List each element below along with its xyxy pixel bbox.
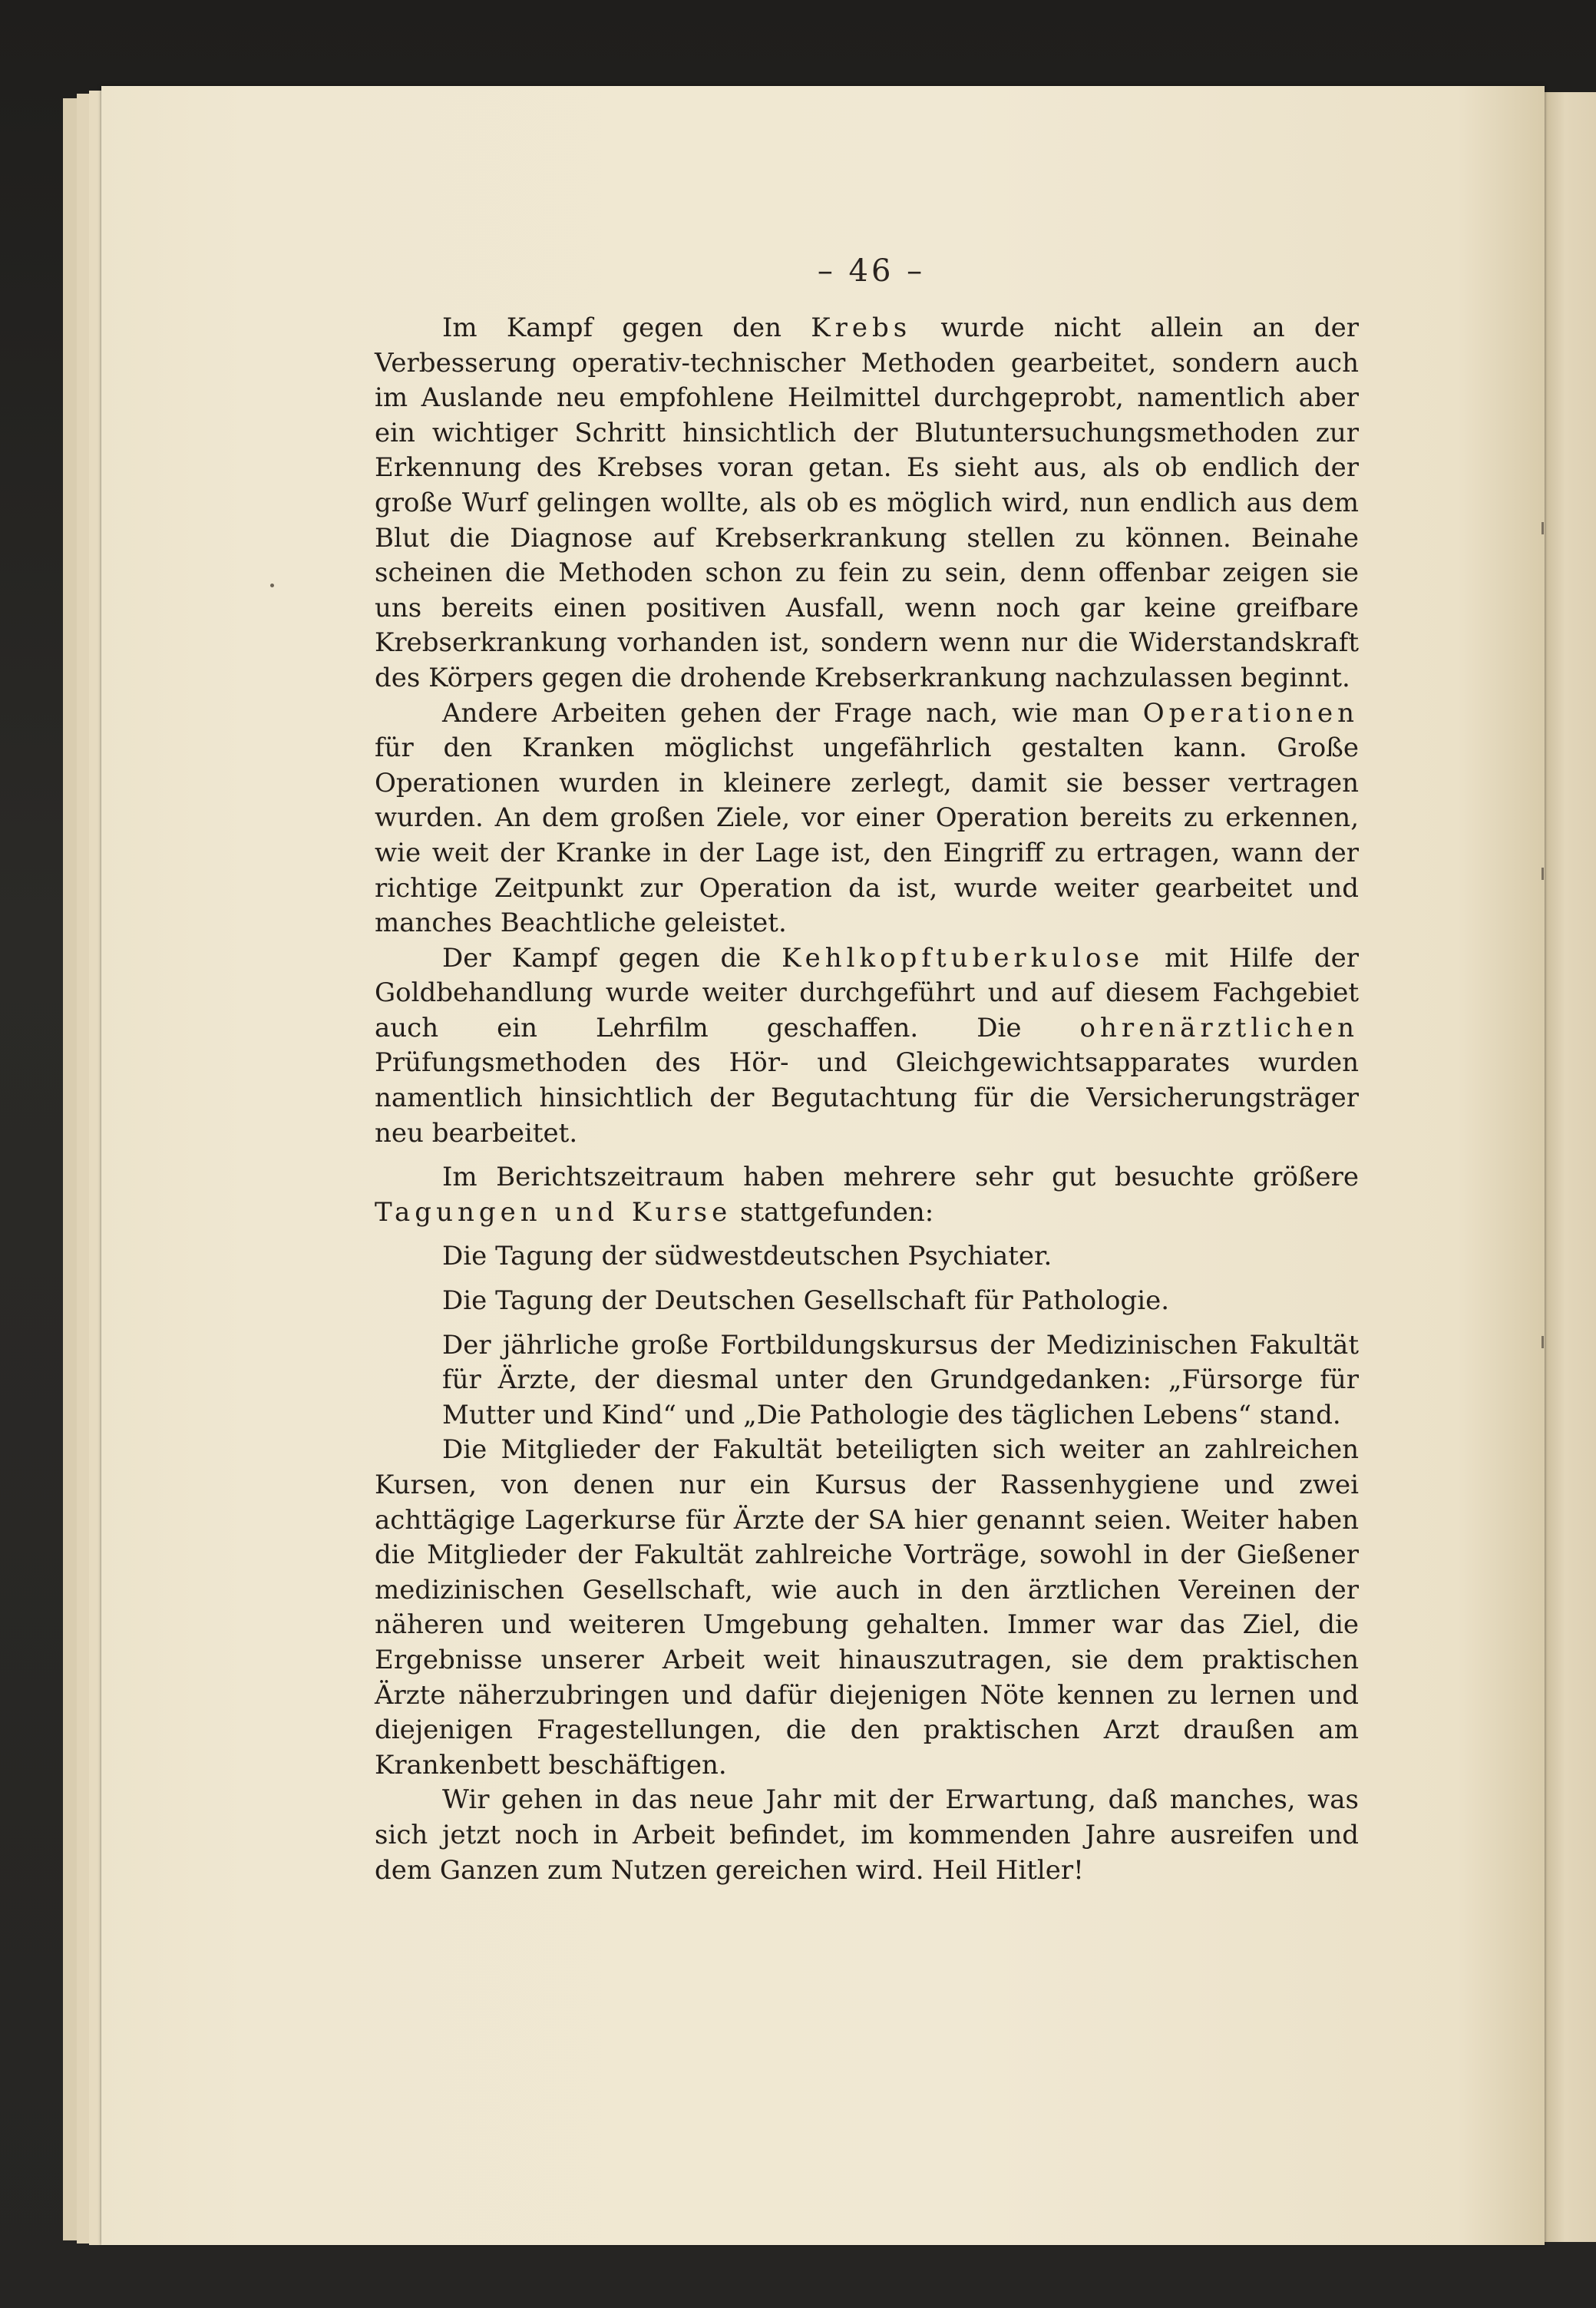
emphasis-krebs: Krebs — [811, 312, 912, 343]
meeting-list-item: Der jährliche große Fortbildungskursus der Medizinischen Fakultät für Ärzte, der diesmal unter den Grundgedanken: „Fürsorge für Mutter und Kind“ und „Die Pathologie des täglichen Lebens“ stand. — [442, 1329, 1359, 1430]
paragraph-cancer — [375, 311, 1359, 696]
meeting-list-item: Die Tagung der südwestdeutschen Psychiater. — [442, 1241, 1052, 1272]
text-run: Im Berichtszeitraum haben mehrere sehr gut besuchte größere — [442, 1162, 1359, 1193]
paragraph-faculty-members: Die Mitglieder der Fakultät beteiligten sich weiter an zahlreichen Kursen, von denen nur ein Kursus der Rassenhygiene und zwei achttägige Lagerkurse für Ärzte der SA hier genannt seien. Weiter haben die Mitglieder der Fakultät zahlreiche Vorträge, sowohl in der Gießener medizinischen Gesellschaft, wie auch in den ärztlichen Vereinen der näheren und weiteren Umgebung gehalten. Immer war das Ziel, die Ergebnisse unserer Arbeit weit hinauszutragen, sie dem praktischen Ärzte näherzubringen und dafür diejenigen Nöte kennen zu lernen und diejenigen Fragestellungen, die den praktischen Arzt draußen am Krankenbett beschäftigen. — [375, 1434, 1359, 1781]
text-run: stattgefunden: — [732, 1196, 934, 1228]
facing-page-edge — [1545, 92, 1596, 2242]
emphasis-tagungen-kurse: Tagungen und Kurse — [375, 1196, 732, 1228]
paragraph-closing: Wir gehen in das neue Jahr mit der Erwartung, daß manches, was sich jetzt noch in Arbeit befindet, im kommenden Jahre ausreifen und dem Ganzen zum Nutzen gereichen wird. Heil Hitler! — [375, 1784, 1359, 1886]
text-run: Andere Arbeiten gehen der Frage nach, wie man — [442, 697, 1143, 729]
text-run: Der Kampf gegen die — [442, 942, 782, 974]
text-run: wurde nicht allein an der Verbesserung operativ-technischer Methoden gearbeitet, sondern auch im Auslande neu empfohlene Heilmittel durchgeprobt, namentlich aber ein wichtiger Schritt hinsichtlich der Blutuntersuchungsmethoden zur Erkennung des Krebses voran getan. Es sieht aus, als ob endlich der große Wurf gelingen wollte, als ob es möglich wird, nun endlich aus dem Blut die Diagnose auf Krebserkrankung stellen zu können. Beinahe scheinen die Methoden schon zu fein zu sein, denn offenbar zeigen sie uns bereits einen positiven Ausfall, wenn noch gar keine greifbare Krebserkrankung vorhanden ist, sondern wenn nur die Widerstandskraft des Körpers gegen die drohende Krebserkrankung nachzulassen beginnt. — [375, 312, 1359, 693]
emphasis-operationen: Operationen — [1142, 697, 1359, 729]
emphasis-kehlkopftuberkulose: Kehlkopftuberkulose — [781, 942, 1145, 974]
paragraph-larynx — [375, 941, 1359, 1152]
paragraph-meetings — [375, 1160, 1359, 1230]
paragraph-operations — [375, 696, 1359, 941]
emphasis-ohrenaerztlichen: ohrenärztlichen — [1079, 1012, 1359, 1043]
meeting-list-item: Die Tagung der Deutschen Gesellschaft für Pathologie. — [442, 1285, 1170, 1317]
page-number: – 46 – — [817, 253, 926, 289]
margin-mark — [1541, 1336, 1544, 1348]
margin-mark — [1541, 522, 1544, 534]
margin-mark — [1541, 868, 1544, 880]
text-run: Im Kampf gegen den — [442, 312, 811, 343]
paper-speck — [270, 584, 274, 587]
body-text — [375, 311, 1359, 1888]
text-run: für den Kranken möglichst ungefährlich gestalten kann. Große Operationen wurden in kleinere zerlegt, damit sie besser vertragen wurden. An dem großen Ziele, vor einer Operation bereits zu erkennen, wie weit der Kranke in der Lage ist, den Eingriff zu ertragen, wann der richtige Zeitpunkt zur Operation da ist, wurde weiter gearbeitet und manches Beachtliche geleistet. — [375, 732, 1359, 939]
text-run: mit Hilfe der Goldbehandlung wurde weiter durchgeführt und auf diesem Fachgebiet auch ein Lehrfilm geschaffen. Die — [375, 942, 1359, 1043]
text-run: Prüfungsmethoden des Hör- und Gleichgewichtsapparates wurden namentlich hinsichtlich der Begutachtung für die Versicherungsträger neu bearbeitet. — [375, 1047, 1359, 1149]
